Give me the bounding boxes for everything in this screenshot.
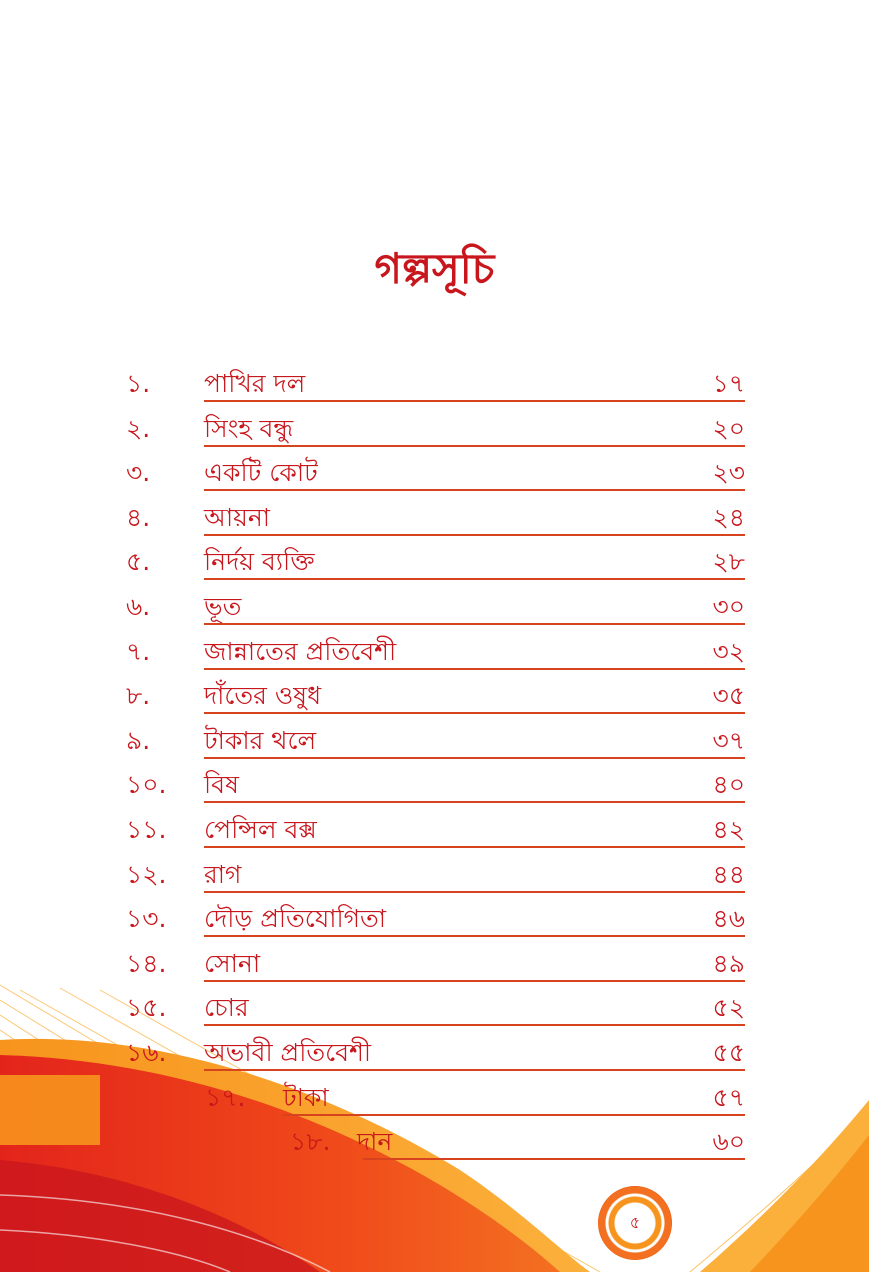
toc-entry-page: ৪০ (712, 770, 745, 800)
toc-entry (0, 489, 745, 533)
toc-entry-page: ৪৬ (712, 904, 745, 934)
toc-entry (0, 979, 745, 1023)
toc-entry-number: ১৫. (126, 993, 167, 1023)
toc-entry (0, 355, 745, 399)
toc-entry-title: দান (357, 1127, 393, 1157)
toc-entry (0, 846, 745, 890)
toc-entry (0, 444, 745, 488)
toc-entry-number: ৯. (126, 725, 151, 755)
toc-entry (0, 1113, 745, 1157)
toc-entry-page: ৪৯ (712, 948, 745, 978)
toc-entry-title: সিংহ বন্ধু (204, 413, 294, 443)
toc-entry-title: সোনা (204, 948, 261, 978)
toc-entry-number: ৭. (126, 636, 151, 666)
toc-entry (0, 667, 745, 711)
toc-entry-number: ১. (126, 369, 151, 398)
toc-entry-page: ৫৫ (712, 1038, 745, 1067)
page-number: ৫ (629, 1213, 641, 1232)
toc-entry-title: টাকার থলে (204, 725, 317, 755)
toc-entry-title: পাখির দল (204, 369, 306, 398)
toc-entry-number: ১০. (126, 770, 167, 800)
toc-entry-page: ৫৭ (712, 1082, 745, 1112)
toc-entry-number: ৩. (126, 458, 151, 488)
toc-entry-page: ৩৫ (712, 681, 745, 711)
toc-entry-title: রাগ (204, 859, 242, 889)
toc-entry-title: আয়না (204, 502, 271, 532)
toc-entry-number: ২. (126, 413, 151, 443)
toc-entry-title: জান্নাতের প্রতিবেশী (204, 636, 397, 666)
toc-entry-number: ৮. (126, 681, 151, 711)
toc-entry-title: বিষ (204, 770, 239, 800)
toc-entry-page: ৪২ (712, 815, 745, 844)
page-title: গল্পসূচি (374, 244, 495, 293)
page-number-badge (598, 1186, 672, 1260)
toc-entry-page: ৩০ (712, 592, 745, 621)
toc-entry-number: ১৭. (205, 1082, 246, 1112)
toc-entry (0, 890, 745, 934)
toc-entry-page: ৩২ (712, 636, 745, 666)
toc-entry-page: ২৪ (712, 502, 745, 532)
toc-entry-page: ২৮ (712, 547, 745, 577)
toc-entry-number: ৬. (126, 592, 151, 621)
toc-entry-number: ৫. (126, 547, 151, 577)
toc-entry-number: ১৩. (126, 904, 167, 934)
toc-entry (0, 935, 745, 979)
toc-entry-title: পেন্সিল বক্স (204, 815, 317, 844)
toc-entry-number: ১১. (126, 815, 167, 844)
toc-entry-title: ভূত (204, 592, 242, 621)
toc-entry-underline (363, 1158, 745, 1160)
toc-entry (0, 623, 745, 667)
toc-entry-number: ১৬. (126, 1038, 167, 1067)
toc-entry (0, 756, 745, 800)
toc-entry-page: ৬০ (712, 1127, 745, 1157)
toc-entry-number: ৪. (126, 502, 151, 532)
toc-entry (0, 1024, 745, 1068)
toc-entry (0, 801, 745, 845)
toc-entry-title: অভাবী প্রতিবেশী (204, 1038, 372, 1067)
toc-entry (0, 712, 745, 756)
toc-entry-page: ২০ (712, 413, 745, 443)
toc-entry-page: ৩৭ (712, 725, 745, 755)
toc-entry-page: ১৭ (712, 369, 745, 398)
toc-entry-title: দৌড় প্রতিযোগিতা (204, 904, 387, 934)
toc-entry-number: ১৮. (290, 1127, 331, 1157)
toc-entry (0, 578, 745, 622)
toc-entry (0, 533, 745, 577)
toc-entry-number: ১৪. (126, 948, 167, 978)
toc-entry-title: টাকা (283, 1082, 329, 1112)
toc-entry (0, 1069, 745, 1113)
toc-entry-title: দাঁতের ওষুধ (204, 681, 322, 711)
toc-entry-page: ৫২ (712, 993, 745, 1023)
toc-entry-title: চোর (204, 993, 249, 1023)
toc-entry-title: নির্দয় ব্যক্তি (204, 547, 315, 577)
toc-entry-number: ১২. (126, 859, 167, 889)
toc-entry-title: একটি কোট (204, 458, 318, 488)
toc-entry-page: ২৩ (712, 458, 745, 488)
toc-entry-page: ৪৪ (712, 859, 745, 889)
toc-entry (0, 400, 745, 444)
